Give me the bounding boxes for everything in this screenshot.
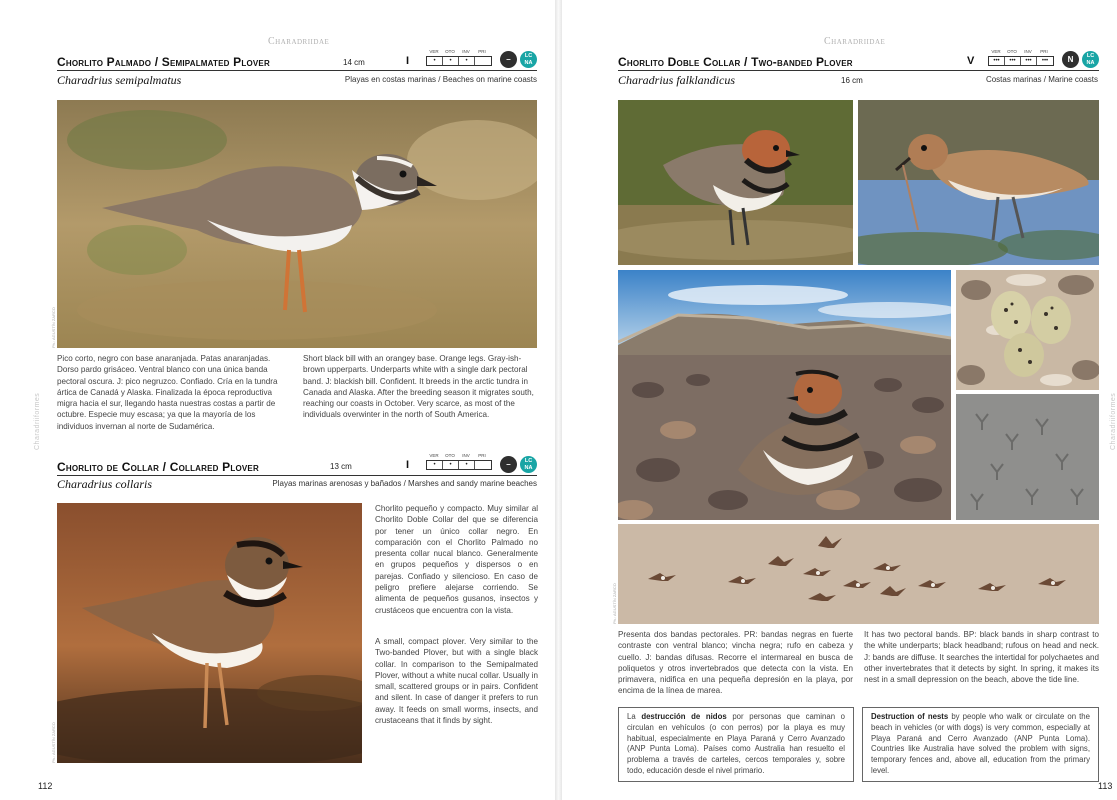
conservation-badge: LC NA	[1082, 51, 1099, 68]
status-code: V	[967, 55, 975, 67]
season-chart: VER OTO INV PRI • • •	[426, 453, 492, 475]
two-banded-plover-photo-beach	[618, 100, 853, 265]
left-page	[0, 0, 555, 800]
status-code: I	[406, 459, 410, 471]
side-label: Charadriiformes	[34, 392, 41, 450]
habitat: Playas en costas marinas / Beaches on marine coasts	[344, 75, 537, 84]
species-size: 13 cm	[330, 462, 352, 471]
latin-name: Charadrius semipalmatus	[57, 73, 182, 87]
species-title: Chorlito de Collar / Collared Plover	[57, 460, 259, 474]
season-chart: VER OTO INV PRI • • •	[426, 49, 492, 71]
species-size: 14 cm	[343, 58, 365, 67]
semipalmated-plover-photo	[57, 100, 537, 348]
two-banded-plover-photo-nest	[618, 270, 951, 520]
photo-credit: Ph.: AGUSTÍN ZARCO	[51, 722, 56, 763]
description-spanish: Presenta dos bandas pectorales. PR: bandas negras en fuerte contraste con ventral blanco; vincha negra; rufo en cabeza y cuello. J: bandas difusas. Recorre el intermareal en busca de poliquetos y otros invertebrados que detecta con la vista. En primavera, nidifica en una pequeña depresión en la playa, por encima de la línea de marea.	[618, 630, 853, 696]
two-banded-plover-photo-feeding	[858, 100, 1099, 265]
photo-credit: Ph.: AGUSTÍN ZARCO	[612, 583, 617, 624]
description-english: Short black bill with an orangey base. Orange legs. Gray-ish-brown upperparts. Underparts white with a single dark pectoral band. J: blackish bill. Confident. It breeds in the arctic tundra in Canada and Alaska. After the breeding season it migrates south, reaching our coasts in October. Very scarce, as most of the individuals overwinter in the north of South America.	[303, 354, 534, 420]
footprints-photo	[956, 394, 1099, 520]
species-title: Chorlito Palmado / Semipalmated Plover	[57, 55, 270, 69]
description-spanish: Chorlito pequeño y compacto. Muy similar al Chorlito Doble Collar del que se diferencia por tener un único collar negro. En comparación con el Chorlito Palmado no presenta collar nucal blanco. Generalmente en grupos pequeños y dispersos o en parejas. Confiado y silencioso. En caso de peligro prefiere alejarse corriendo. Se alimenta de pequeños gusanos, insectos y crustáceos que encuentra con la vista.	[375, 504, 538, 615]
nest-destruction-box-spanish: La destrucción de nidos por personas que caminan o circulan en vehículos (o con perros) por la playa es muy habitual, especialmente en Playa Paraná y Cerro Avanzado (ANP Punta Loma). Países como Australia han resuelto el problema a través de carteles, cercos temporales y, sobre todo, educación desde el nivel primario.	[618, 707, 854, 782]
season-chart: VER OTO INV PRI ••• ••• ••• •••	[988, 49, 1054, 71]
plovers-in-flight-photo	[618, 524, 1099, 624]
latin-name: Charadrius falklandicus	[618, 73, 736, 87]
residency-badge: –	[500, 456, 517, 473]
conservation-badge: LC NA	[520, 51, 537, 68]
residency-badge: –	[500, 51, 517, 68]
habitat: Playas marinas arenosas y bañados / Marshes and sandy marine beaches	[272, 479, 537, 488]
nest-eggs-photo	[956, 270, 1099, 390]
running-head: Charadriidae	[268, 36, 330, 47]
habitat: Costas marinas / Marine coasts	[985, 75, 1098, 84]
status-code: I	[406, 55, 410, 67]
running-head: Charadriidae	[824, 36, 886, 47]
description-spanish: Pico corto, negro con base anaranjada. Patas anaranjadas. Dorso pardo grisáceo. Ventral blanco con una única banda pectoral oscura. J: pico negruzco. Confiado. Cría en la tundra ártica de Canadá y Alaska. Finalizada la época reproductiva migra hacia el sur, llegando hasta nuestras costas a partir de octubre. Especie muy escasa; ya que la mayoría de los individuos invernan al norte de Sudamérica.	[57, 354, 278, 431]
latin-name: Charadrius collaris	[57, 477, 153, 491]
description-english: A small, compact plover. Very similar to the Two-banded Plover, but with a single black collar. In comparison to the Semipalmated Plover, without a white nucal collar. Usually in small, scattered groups or in pairs. Confident and silent. In case of danger it prefers to run away. It feeds on small worms, insects, and crustaceans that it finds by sight.	[375, 637, 538, 726]
side-label: Charadriiformes	[1110, 392, 1117, 450]
residency-badge: N	[1062, 51, 1079, 68]
nest-destruction-box-english: Destruction of nests by people who walk or circulate on the beach in vehicles (or with dogs) is very common, especially at Playa Paraná and Cerro Avanzado (ANP Punta Loma). Countries like Australia have solved the problem with signs, temporary fences and, above all, education from the primary level.	[862, 707, 1099, 782]
species-size: 16 cm	[841, 76, 863, 85]
species-title: Chorlito Doble Collar / Two-banded Plover	[618, 55, 853, 69]
description-english: It has two pectoral bands. BP: black bands in sharp contrast to the white underparts; black headband; rufous on head and neck. J: bands are diffuse. It searches the intertidal for polychaetes and other invertebrates that it detects by sight. In spring, it makes its nest in a small depression on the beach, above the tide line.	[864, 630, 1099, 685]
page-number: 112	[38, 781, 53, 791]
page-number: 113	[1098, 781, 1113, 791]
title-rule	[618, 70, 1099, 71]
book-gutter	[555, 0, 562, 800]
collared-plover-photo	[57, 503, 362, 763]
conservation-badge: LC NA	[520, 456, 537, 473]
photo-credit: Ph.: AGUSTÍN ZARCO	[51, 307, 56, 348]
right-page	[562, 0, 1117, 800]
title-rule	[57, 70, 537, 71]
title-rule	[57, 475, 537, 476]
